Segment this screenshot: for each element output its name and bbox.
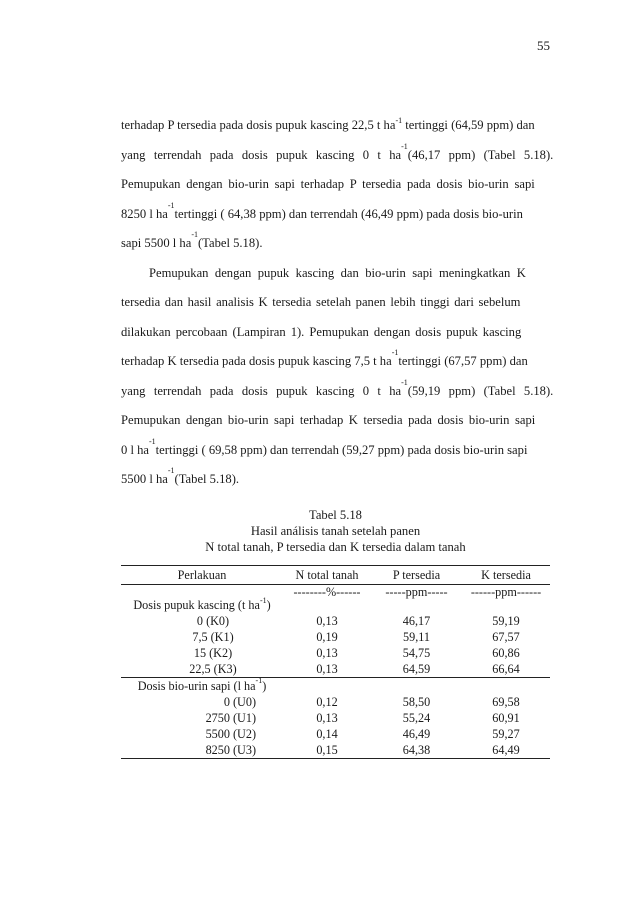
text-segment: sapi 5500 l ha (121, 236, 192, 250)
header-n-total: N total tanah (283, 566, 371, 585)
cell-n: 0,15 (283, 742, 371, 759)
header-k-tersedia: K tersedia (462, 566, 550, 585)
text-segment: (Tabel 5.18). (197, 236, 263, 250)
text-segment: Pemupukan dengan bio-urin sapi terhadap K tersedia pada dosis bio-urin sapi (121, 413, 536, 427)
paragraph2-line8 (121, 466, 550, 502)
cell-n: 0,13 (316, 645, 338, 660)
table-row (121, 742, 550, 759)
table-caption (121, 507, 550, 555)
cell-treatment: 0 (K0) (196, 613, 230, 628)
text-segment: tersedia dan hasil analisis K tersedia setelah panen lebih tinggi dari sebelum (121, 295, 521, 309)
paragraph1-line4 (121, 200, 550, 237)
cell-p: 46,49 (402, 726, 431, 741)
cell-k: 59,27 (492, 726, 520, 741)
cell-treatment: 22,5 (K3) (189, 661, 237, 676)
text-segment: 8250 l ha (121, 206, 168, 221)
results-table (121, 565, 550, 759)
cell-k: 69,58 (492, 694, 520, 709)
cell-p: 55,24 (402, 710, 431, 725)
paragraph1-line2 (121, 141, 554, 178)
paragraph2-line6 (121, 413, 550, 443)
group-label-kascing (121, 585, 283, 614)
body-text (121, 115, 554, 502)
text-segment: yang terrendah pada dosis pupuk kascing 0 t ha (121, 383, 402, 398)
cell-n: 0,19 (316, 629, 338, 644)
table-number: Tabel 5.18 (309, 508, 362, 522)
cell-p: 64,59 (402, 661, 431, 676)
units-row (121, 585, 550, 614)
superscript: -1 (167, 200, 175, 210)
superscript: -1 (395, 115, 403, 125)
text-segment: terhadap K tersedia pada dosis pupuk kascing 7,5 t ha (121, 354, 392, 368)
cell-p: 64,38 (371, 742, 462, 759)
paragraph2-line1 (121, 266, 550, 296)
text-segment: dilakukan percobaan (Lampiran 1). Pemupukan dengan dosis pupuk kascing (121, 324, 522, 339)
cell-treatment: 8250 (U3) (121, 742, 283, 759)
paragraph1-line1 (121, 115, 550, 148)
unit-p: -----ppm----- (385, 585, 448, 599)
cell-k: 59,19 (492, 613, 520, 628)
cell-p: 46,17 (402, 613, 431, 628)
cell-treatment: 0 (U0) (223, 694, 256, 709)
cell-treatment: 2750 (U1) (205, 710, 256, 725)
text-segment: Dosis bio-urin sapi (l ha (137, 678, 256, 693)
text-segment: Dosis pupuk kascing (t ha (133, 598, 260, 612)
text-segment: (46,17 ppm) (Tabel 5.18). (407, 147, 554, 162)
superscript: -1 (259, 595, 267, 605)
cell-k: 60,91 (492, 710, 520, 725)
paragraph2-line7 (121, 436, 550, 473)
text-segment: ) (262, 678, 267, 693)
superscript: -1 (391, 348, 399, 357)
paragraph2-line5 (121, 377, 554, 414)
text-segment: 0 l ha (121, 442, 149, 457)
cell-n: 0,12 (316, 694, 338, 709)
superscript: -1 (401, 141, 408, 151)
page-number: 55 (537, 38, 550, 53)
text-segment: tertinggi (67,57 ppm) dan (398, 354, 528, 368)
table-title-line2: N total tanah, P tersedia dan K tersedia dalam tanah (205, 540, 466, 554)
cell-k: 66,64 (492, 661, 520, 676)
superscript: -1 (167, 466, 175, 475)
text-segment: tertinggi (64,59 ppm) dan (402, 118, 535, 132)
header-p-tersedia: P tersedia (371, 566, 462, 585)
paragraph2-line3 (121, 325, 550, 355)
text-segment: terhadap P tersedia pada dosis pupuk kascing 22,5 t ha (121, 118, 396, 132)
cell-k: 60,86 (492, 645, 520, 660)
table-row (121, 694, 550, 710)
table-row (121, 645, 550, 661)
paragraph1-line3 (121, 177, 550, 207)
paragraph1-line5 (121, 230, 550, 266)
cell-n: 0,13 (316, 661, 338, 676)
cell-k: 67,57 (492, 629, 520, 644)
text-segment: tertinggi ( 64,38 ppm) dan terrendah (46,49 ppm) pada dosis bio-urin (174, 206, 523, 221)
cell-p: 59,11 (403, 629, 430, 644)
cell-treatment: 15 (K2) (193, 645, 233, 660)
table-row (121, 726, 550, 742)
text-segment: ) (266, 598, 271, 612)
text-segment: (Tabel 5.18). (174, 472, 240, 486)
table-row (121, 661, 550, 678)
cell-treatment: 5500 (U2) (205, 726, 256, 741)
table-title-line1: Hasil análisis tanah setelah panen (250, 524, 421, 538)
text-segment: 5500 l ha (121, 472, 168, 486)
table-header-row (121, 566, 550, 585)
paragraph2-line2 (121, 295, 550, 325)
text-segment: (59,19 ppm) (Tabel 5.18). (407, 383, 554, 398)
superscript: -1 (191, 230, 198, 239)
table-row (121, 710, 550, 726)
cell-n: 0,14 (316, 726, 338, 741)
unit-k: ------ppm------ (470, 585, 542, 599)
cell-n: 0,13 (316, 613, 338, 628)
table-row (121, 629, 550, 645)
group-label-biourin (121, 678, 283, 695)
group-label-row (121, 678, 550, 695)
text-segment: Pemupukan dengan bio-urin sapi terhadap P tersedia pada dosis bio-urin sapi (121, 177, 535, 191)
superscript: -1 (148, 436, 156, 446)
text-segment: Pemupukan dengan pupuk kascing dan bio-urin sapi meningkatkan K (149, 265, 526, 280)
cell-n: 0,13 (316, 710, 338, 725)
text-segment: yang terrendah pada dosis pupuk kascing 0 t ha (121, 147, 402, 162)
paragraph2-line4 (121, 348, 550, 384)
superscript: -1 (401, 377, 408, 387)
text-segment: tertinggi ( 69,58 ppm) dan terrendah (59,27 ppm) pada dosis bio-urin sapi (155, 442, 528, 457)
unit-n: --------%------ (293, 585, 361, 599)
cell-treatment: 7,5 (K1) (192, 629, 234, 644)
cell-k: 64,49 (462, 742, 550, 759)
cell-p: 54,75 (402, 645, 431, 660)
superscript: -1 (255, 676, 263, 686)
header-perlakuan: Perlakuan (121, 566, 283, 585)
cell-p: 58,50 (402, 694, 431, 709)
table-row (121, 613, 550, 629)
